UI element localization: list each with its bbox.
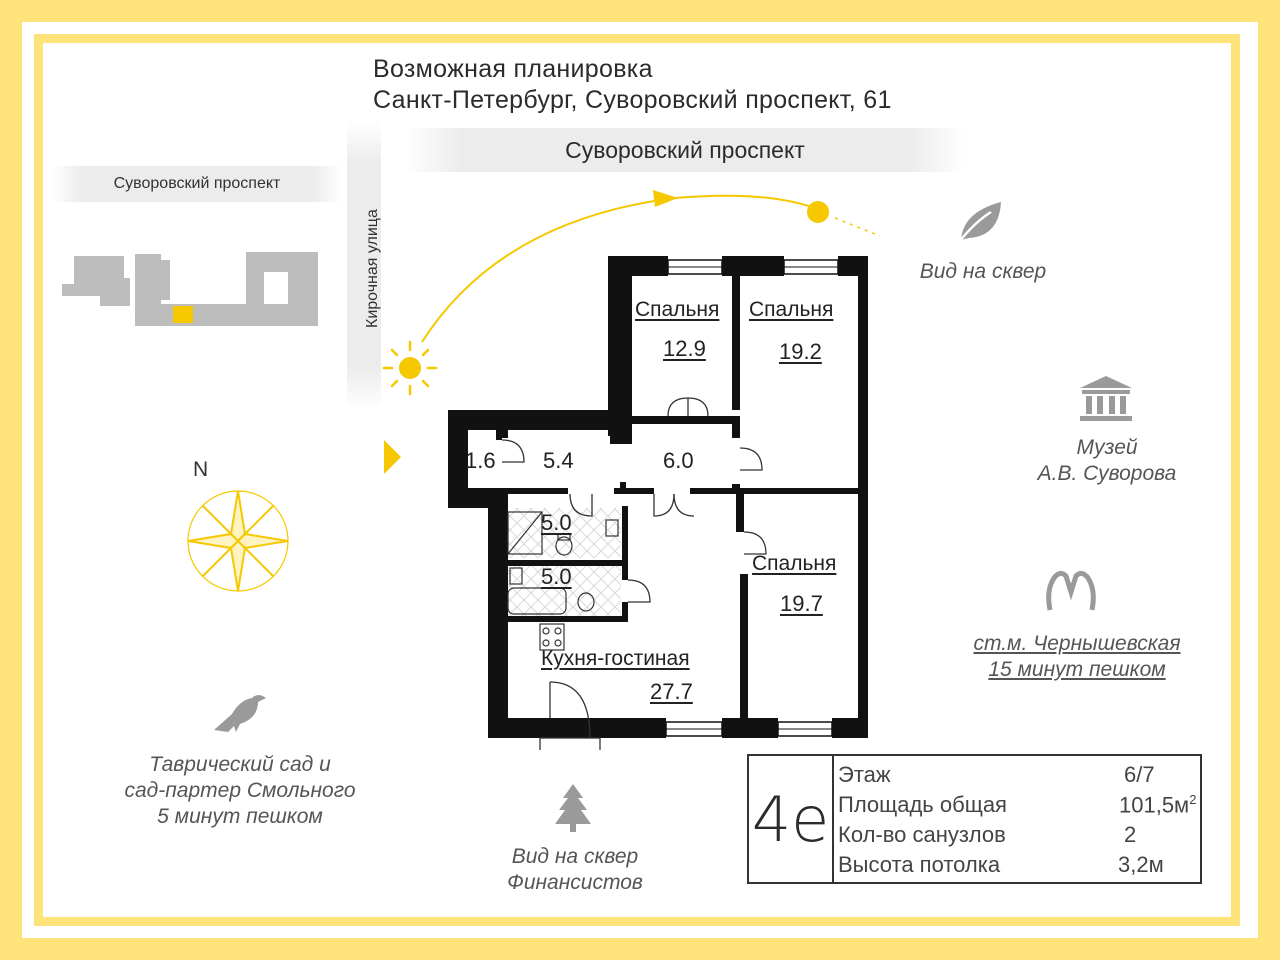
apartment-code: 4е: [749, 756, 834, 882]
info-row-area: [838, 792, 1198, 822]
tree-icon: [553, 784, 593, 834]
museum-label-line1: Музей: [1076, 436, 1138, 459]
info-row-baths: [838, 822, 1198, 852]
view-financiers-label-line2: Финансистов: [507, 871, 643, 894]
museum-icon: [1078, 374, 1134, 422]
floor-value: 6/7: [1124, 762, 1155, 787]
info-row-floor: [838, 762, 1198, 792]
hall-area: 5.4: [543, 448, 574, 473]
compass-north-label: N: [193, 458, 209, 481]
baths-value: 2: [1124, 822, 1137, 847]
view-financiers-label-line1: Вид на сквер: [511, 845, 639, 868]
bedroom1-area: 12.9: [663, 336, 706, 361]
info-row-height: [838, 852, 1198, 882]
baths-label: Кол-во санузлов: [838, 822, 1006, 847]
location-map: [60, 248, 325, 330]
compass-rose: [185, 488, 291, 594]
metro-label-line1: ст.м. Чернышевская: [973, 632, 1181, 655]
metro-icon: [1046, 570, 1096, 612]
corridor-area: 6.0: [663, 448, 694, 473]
garden-label-line3: 5 минут пешком: [157, 805, 323, 828]
area-value-wrap: [1119, 792, 1196, 818]
building-highlight: [173, 306, 193, 323]
apartment-info-box: [747, 754, 1202, 884]
small-map-street-label: Суворовский проспект: [113, 175, 281, 192]
closet-area: 1.6: [465, 448, 496, 473]
entrance-arrow-icon: [384, 440, 402, 474]
bedroom2-name: Спальня: [749, 298, 834, 321]
page-title: Возможная планировка: [373, 55, 653, 83]
area-unit-sup: 2: [1189, 792, 1197, 807]
kitchen-area: 27.7: [650, 679, 693, 704]
sun-icon: [382, 340, 438, 396]
bedroom3-name: Спальня: [752, 552, 837, 575]
museum-label-line2: А.В. Суворова: [1037, 462, 1177, 485]
floor-plan: [440, 250, 880, 750]
side-street-label: Кирочная улица: [364, 209, 381, 328]
main-street-band: [405, 128, 965, 172]
metro-label-line2: 15 минут пешком: [988, 658, 1166, 681]
bath2-area: 5.0: [541, 564, 572, 589]
garden-label-line1: Таврический сад и: [149, 753, 331, 776]
leaf-icon: [955, 198, 1007, 244]
bath1-area: 5.0: [541, 510, 572, 535]
height-label: Высота потолка: [838, 852, 1001, 877]
bedroom3-area: 19.7: [780, 591, 823, 616]
bedroom2-area: 19.2: [779, 339, 822, 364]
garden-label-line2: сад-партер Смольного: [124, 779, 356, 802]
view-square-label: Вид на сквер: [919, 260, 1047, 283]
small-map-street-band: [52, 166, 342, 202]
bedroom1-name: Спальня: [635, 298, 720, 321]
area-label: Площадь общая: [838, 792, 1007, 817]
main-street-label: Суворовский проспект: [565, 136, 805, 163]
height-value: 3,2м: [1118, 852, 1164, 877]
address: Санкт-Петербург, Суворовский проспект, 61: [373, 86, 892, 114]
floor-label: Этаж: [838, 762, 891, 787]
area-value: 101,5м: [1119, 792, 1190, 818]
kitchen-name: Кухня-гостиная: [541, 647, 690, 670]
bird-icon: [210, 688, 268, 734]
